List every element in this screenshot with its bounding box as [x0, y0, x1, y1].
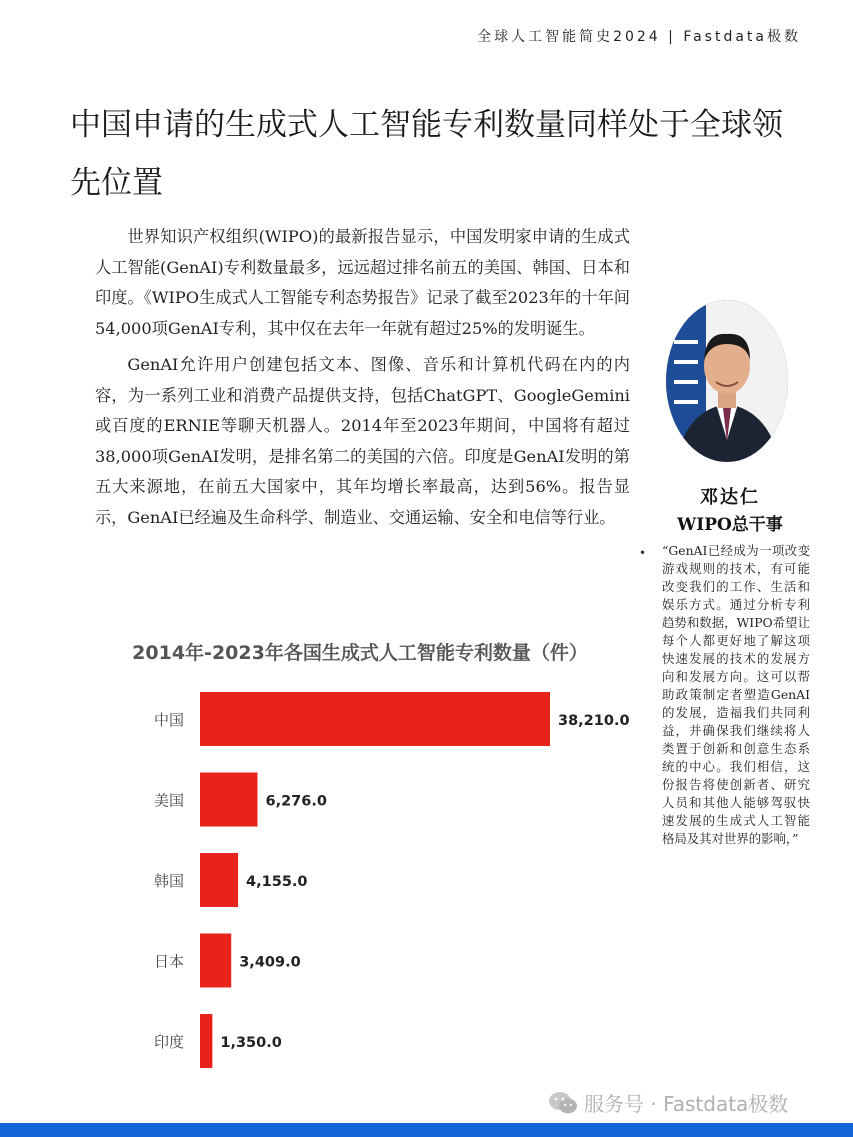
- quote-bullet: •: [639, 546, 647, 560]
- bar: [200, 1014, 212, 1068]
- category-label: 中国: [153, 711, 184, 729]
- patent-bar-chart: [110, 672, 640, 1092]
- page-title: 中国申请的生成式人工智能专利数量同样处于全球领先位置: [70, 107, 783, 201]
- portrait-photo: [666, 300, 788, 462]
- bar: [200, 773, 257, 827]
- bar: [200, 692, 550, 746]
- value-label: 38,210.0: [558, 713, 630, 729]
- bar: [200, 934, 231, 988]
- person-name: 邓达仁: [700, 487, 760, 508]
- watermark-text: 服务号 · Fastdata极数: [584, 1092, 789, 1116]
- wechat-icon: [548, 1091, 578, 1115]
- paragraph-1: 世界知识产权组织(WIPO)的最新报告显示，中国发明家申请的生成式人工智能(GenAI)专利数量最多，远远超过排名前五的美国、韩国、日本和印度。《WIPO生成式人工智能专利态势报告》记录了截至2023年的十年间54,000项GenAI专利，其中仅在去年一年就有超过25%的发明诞生。: [95, 227, 630, 338]
- category-label: 印度: [153, 1033, 184, 1051]
- paragraph-2: GenAI允许用户创建包括文本、图像、音乐和计算机代码在内的内容，为一系列工业和消费产品提供支持，包括ChatGPT、GoogleGemini或百度的ERNIE等聊天机器人。2014年至2023年期间，中国将有超过38,000项GenAI发明，是排名第二的美国的六倍。印度是GenAI发明的第五大来源地，在前五大国家中，其年均增长率最高，达到56%。报告显示，GenAI已经遍及生命科学、制造业、交通运输、安全和电信等行业。: [95, 355, 630, 527]
- person-role: WIPO总干事: [677, 515, 783, 535]
- quote-text: “GenAI已经成为一项改变游戏规则的技术，有可能改变我们的工作、生活和娱乐方式。通过分析专利趋势和数据，WIPO希望让每个人都更好地了解这项快速发展的技术的发展方向和发展方向。这可以帮助政策制定者塑造GenAI的发展，造福我们共同利益，并确保我们继续将人类置于创新和创意生态系统的中心。我们相信，这份报告将使创新者、研究人员和其他人能够驾驭快速发展的生成式人工智能格局及其对世界的影响，”: [662, 543, 810, 846]
- category-label: 日本: [153, 952, 184, 971]
- chart-title: 2014年-2023年各国生成式人工智能专利数量（件）: [132, 642, 588, 664]
- value-label: 4,155.0: [246, 874, 308, 890]
- watermark: [548, 1088, 788, 1117]
- value-label: 3,409.0: [239, 954, 301, 971]
- portrait-illustration: [666, 300, 788, 462]
- header-brand: 全球人工智能简史2024 | Fastdata极数: [477, 29, 801, 45]
- value-label: 1,350.0: [220, 1035, 282, 1051]
- value-label: 6,276.0: [265, 793, 327, 810]
- bar: [200, 853, 238, 907]
- article-body: [95, 222, 630, 533]
- footer-bar: [0, 1123, 853, 1137]
- category-label: 韩国: [153, 872, 184, 890]
- category-label: 美国: [153, 791, 184, 810]
